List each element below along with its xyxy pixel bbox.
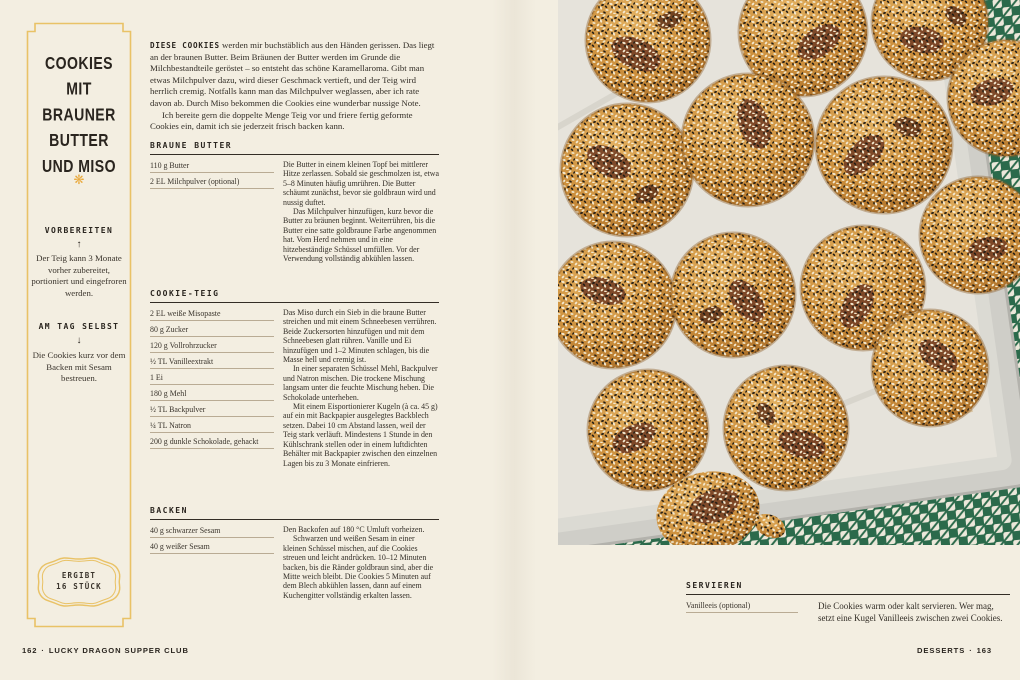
step-text: Die Cookies warm oder kalt servieren. Wer mag, setzt eine Kugel Vanilleeis zwischen zwei Cookies. bbox=[818, 601, 1003, 623]
section-braune-butter bbox=[150, 141, 439, 263]
ingredient: Vanilleeis (optional) bbox=[686, 597, 798, 613]
arrow-down-icon: ↓ bbox=[76, 335, 82, 346]
intro-lead: DIESE COOKIES bbox=[150, 41, 220, 50]
section-heading: COOKIE-TEIG bbox=[150, 289, 439, 303]
intro-text-2: Ich bereite gern die doppelte Menge Teig vor und friere fertig geformte Cookies ein, damit ich sie jederzeit frisch backen kann. bbox=[150, 109, 413, 132]
section-cookie-teig bbox=[150, 289, 439, 468]
section-heading: BACKEN bbox=[150, 506, 439, 520]
cookies-photo bbox=[558, 0, 1020, 545]
same-day-note: Die Cookies kurz vor dem Backen mit Sesam bestreuen. bbox=[32, 350, 126, 384]
recipe-sidebar bbox=[22, 22, 136, 628]
ingredient: 2 EL weiße Misopaste bbox=[150, 305, 274, 321]
flower-icon: ❋ bbox=[73, 172, 85, 187]
ingredient-list bbox=[150, 305, 274, 468]
ingredient: ¼ TL Natron bbox=[150, 417, 274, 433]
yield-badge bbox=[33, 554, 125, 610]
ingredient-list bbox=[150, 157, 274, 263]
ingredient-list bbox=[686, 597, 798, 624]
prepare-note: Der Teig kann 3 Monate vorher zubereitet, portioniert und eingefroren werden. bbox=[31, 253, 127, 298]
footer-right: DESSERTS · 163 bbox=[917, 646, 992, 655]
intro-text: werden mir buchstäblich aus den Händen gerissen. Das liegt an der braunen Butter. Beim Bräunen der Butter werden im Grunde die Milchbestandteile geröstet – so entsteht das schöne Karamellaroma. Gibt man etwas Milchpulver dazu, wird dieser Geschmack vertieft, und der Teig wird herrlich cremig. Notfalls kann man das Milchpulver weglassen, aber ich rate davon ab. Durch Miso bekommen die Cookies eine wunderbar nussige Note. bbox=[150, 40, 435, 108]
prepare-heading: VORBEREITEN bbox=[44, 226, 114, 235]
page-number: 162 bbox=[22, 646, 38, 655]
arrow-up-icon: ↑ bbox=[76, 239, 82, 250]
ingredient: 80 g Zucker bbox=[150, 321, 274, 337]
ingredient: 2 EL Milchpulver (optional) bbox=[150, 173, 274, 189]
step-text: Die Butter in einem kleinen Topf bei mittlerer Hitze zerlassen. Sobald sie geschmolzen ist, etwa 5–8 Minuten häufig umrühren. Die Butter schäumt zunächst, bevor sie goldbraun wird und nussig duftet. Das Milchpulver hinzufügen, kurz bevor die Butter zu bräunen beginnt. Weiterrühren, bis die Butter eine satte goldbraune Farbe angenommen hat. Vom Herd nehmen und in eine hitzebeständige Schüssel umfüllen. Vor der Verwendung vollständig abkühlen lassen. bbox=[283, 160, 440, 264]
page-gutter bbox=[492, 0, 536, 680]
section-heading: SERVIEREN bbox=[686, 581, 1010, 595]
ingredient: 200 g dunkle Schokolade, gehackt bbox=[150, 433, 274, 449]
step-text: Den Backofen auf 180 °C Umluft vorheizen. Schwarzen und weißen Sesam in einer kleinen Schüssel mischen, auf die Cookies streuen und leicht andrücken. 10–12 Minuten backen, bis die Ränder goldbraun sind, aber die Mitte weich bleibt. Die Cookies 5 Minuten auf dem Blech abkühlen lassen, dann auf einem Kuchengitter vollständig erkalten lassen. bbox=[283, 525, 434, 600]
ingredient: 110 g Butter bbox=[150, 157, 274, 173]
intro-paragraphs bbox=[150, 40, 439, 133]
chapter-name: DESSERTS bbox=[917, 646, 966, 655]
section-servieren bbox=[686, 581, 1010, 624]
yield-badge-text: ERGIBT 16 STÜCK bbox=[56, 571, 102, 591]
book-title: LUCKY DRAGON SUPPER CLUB bbox=[48, 646, 189, 655]
section-backen bbox=[150, 506, 439, 600]
ingredient-list bbox=[150, 522, 274, 600]
ingredient: 1 Ei bbox=[150, 369, 274, 385]
ingredient: 40 g weißer Sesam bbox=[150, 538, 274, 554]
ingredient: 120 g Vollrohrzucker bbox=[150, 337, 274, 353]
recipe-title: COOKIES MIT BRAUNER BUTTER UND MISO bbox=[42, 54, 116, 177]
ingredient: 180 g Mehl bbox=[150, 385, 274, 401]
ingredient: ½ TL Vanilleextrakt bbox=[150, 353, 274, 369]
ingredient: ½ TL Backpulver bbox=[150, 401, 274, 417]
section-heading: BRAUNE BUTTER bbox=[150, 141, 439, 155]
ingredient: 40 g schwarzer Sesam bbox=[150, 522, 274, 538]
footer-left: 162 · LUCKY DRAGON SUPPER CLUB bbox=[22, 646, 189, 655]
step-text: Das Miso durch ein Sieb in die braune Butter streichen und mit einem Schneebesen verrühren. Beide Zuckersorten hinzufügen und mit dem Schneebesen glatt rühren. Vanille und Ei hinzufügen und 1–2 Minuten schlagen, bis die Masse hell und cremig ist. In einer separaten Schüssel Mehl, Backpulver und Natron mischen. Die trockene Mischung langsam unter die feuchte Mischung heben. Die Schokolade unterheben. Mit einem Eisportionierer Kugeln (à ca. 45 g) auf ein mit Backpapier ausgelegtes Backblech setzen. Dabei 10 cm Abstand lassen, weil der Teig stark verläuft. Mindestens 1 Stunde in den Kühlschrank stellen oder in einem luftdichten Behälter mit Backpapier zwischen den einzelnen Lagen bis zu 3 Monate einfrieren. bbox=[283, 308, 438, 468]
same-day-heading: AM TAG SELBST bbox=[38, 322, 120, 331]
page-number: 163 bbox=[976, 646, 992, 655]
